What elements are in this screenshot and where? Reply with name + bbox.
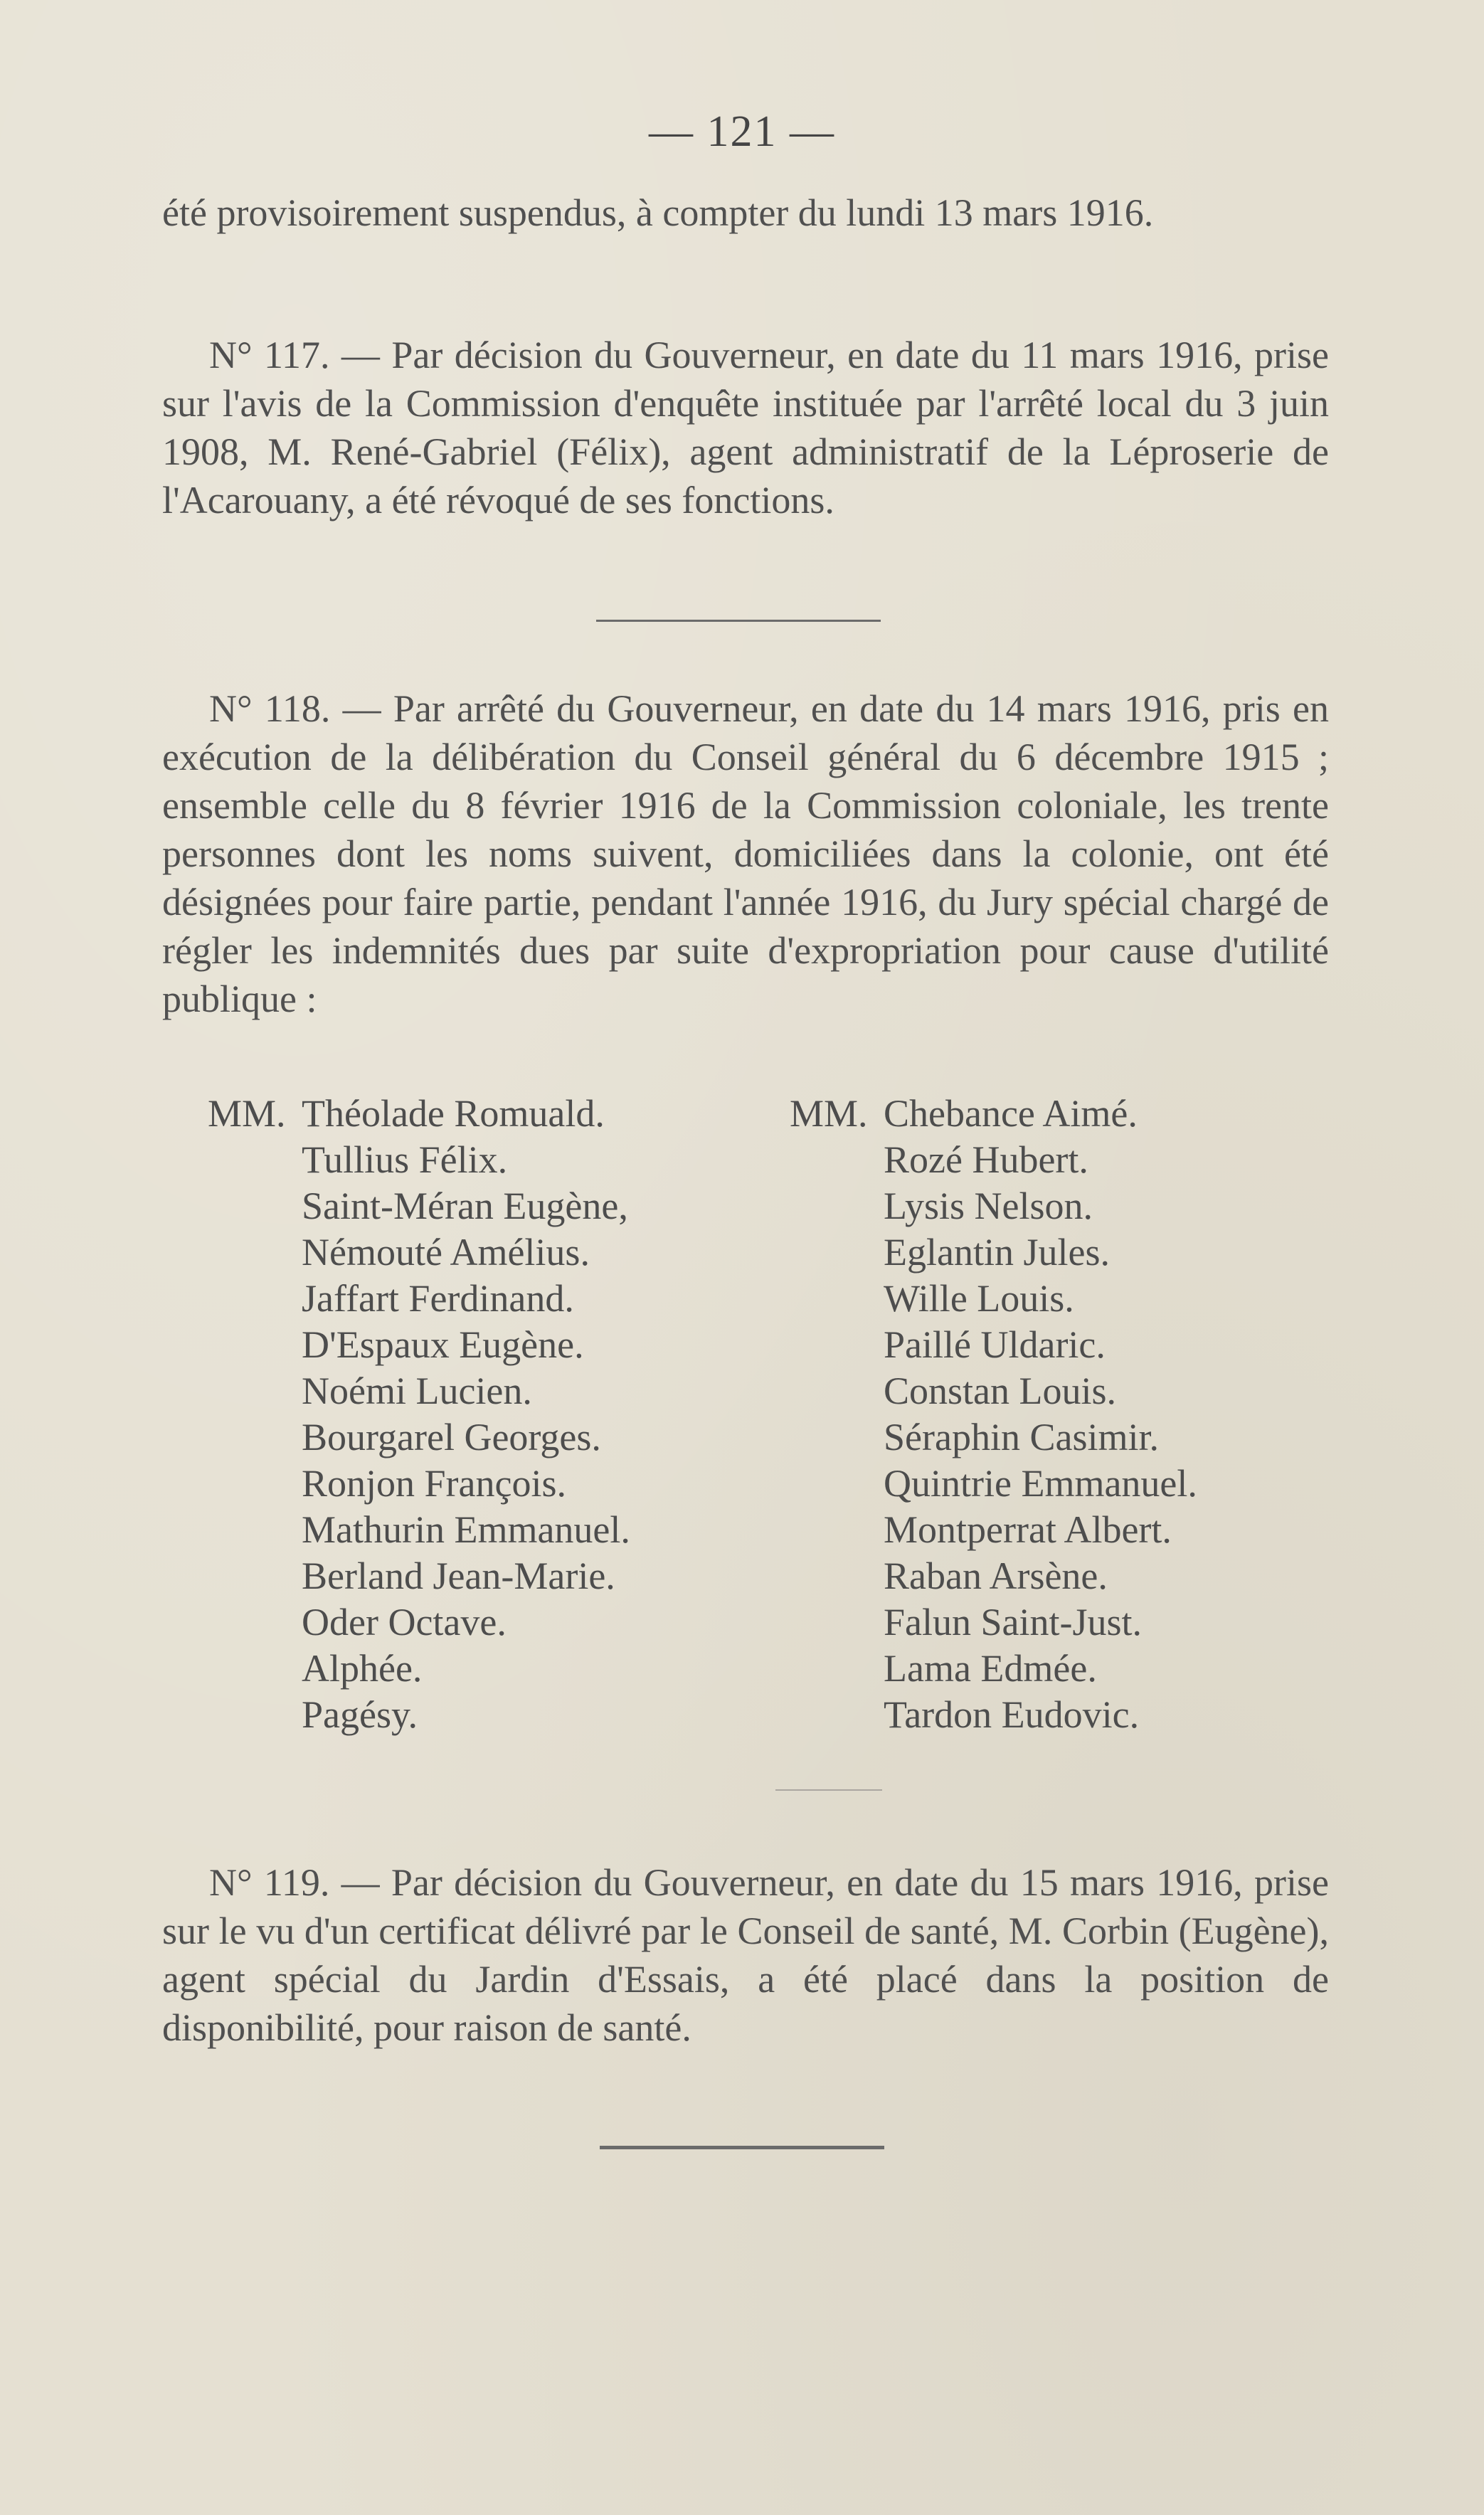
honorific-prefix xyxy=(790,1322,884,1368)
honorific-prefix xyxy=(790,1276,884,1322)
jury-member-left-5 xyxy=(208,1276,630,1322)
jury-member-name: Rozé Hubert. xyxy=(884,1138,1088,1181)
jury-member-right-13 xyxy=(790,1646,1197,1692)
honorific-prefix xyxy=(208,1553,302,1599)
jury-member-right-4 xyxy=(790,1229,1197,1276)
jury-member-left-7 xyxy=(208,1368,630,1414)
jury-member-name: Séraphin Casimir. xyxy=(884,1416,1159,1458)
jury-member-right-7 xyxy=(790,1368,1197,1414)
jury-member-right-11 xyxy=(790,1553,1197,1599)
jury-member-right-12 xyxy=(790,1599,1197,1646)
jury-member-name: D'Espaux Eugène. xyxy=(302,1323,584,1366)
jury-member-left-8 xyxy=(208,1414,630,1461)
jury-member-name: Lysis Nelson. xyxy=(884,1185,1093,1227)
paragraph-119: N° 119. — Par décision du Gouverneur, en date du 15 mars 1916, prise sur le vu d'un certificat délivré par le Conseil de santé, M. Corbin (Eugène), agent spécial du Jardin d'Essais, a été placé dans la position de disponibilité, pour raison de santé. xyxy=(162,1861,1329,2049)
honorific-prefix xyxy=(790,1461,884,1507)
jury-member-name: Tardon Eudovic. xyxy=(884,1693,1140,1736)
jury-member-name: Alphée. xyxy=(302,1647,423,1690)
jury-member-right-1 xyxy=(790,1091,1197,1137)
jury-member-name: Montperrat Albert. xyxy=(884,1508,1172,1551)
paragraph-118: N° 118. — Par arrêté du Gouverneur, en date du 14 mars 1916, pris en exécution de la délibération du Conseil général du 6 décembre 1915 ; ensemble celle du 8 février 1916 de la Commission coloniale, les trente personnes dont les noms suivent, domiciliées dans la colonie, ont été désignées pour faire partie, pendant l'année 1916, du Jury spécial chargé de régler les indemnités dues par suite d'expropriation pour cause d'utilité publique : xyxy=(162,687,1329,1020)
faint-divider xyxy=(775,1789,882,1791)
honorific-prefix xyxy=(208,1646,302,1692)
jury-member-name: Jaffart Ferdinand. xyxy=(302,1277,574,1320)
jury-member-name: Théolade Romuald. xyxy=(302,1092,605,1135)
jury-member-right-5 xyxy=(790,1276,1197,1322)
jury-member-name: Oder Octave. xyxy=(302,1601,507,1643)
jury-member-name: Wille Louis. xyxy=(884,1277,1074,1320)
jury-member-left-11 xyxy=(208,1553,630,1599)
jury-member-name: Tullius Félix. xyxy=(302,1138,508,1181)
paragraph-continuation: été provisoirement suspendus, à compter du lundi 13 mars 1916. xyxy=(162,191,1154,234)
section-divider-1 xyxy=(596,620,881,622)
section-divider-2 xyxy=(600,2146,884,2149)
honorific-prefix xyxy=(790,1414,884,1461)
jury-member-right-2 xyxy=(790,1137,1197,1183)
jury-member-name: Constan Louis. xyxy=(884,1370,1117,1412)
jury-member-name: Ronjon François. xyxy=(302,1462,566,1505)
honorific-prefix xyxy=(790,1183,884,1229)
jury-member-left-14 xyxy=(208,1692,630,1738)
jury-list-right xyxy=(790,1091,1197,1738)
jury-member-name: Mathurin Emmanuel. xyxy=(302,1508,630,1551)
honorific-prefix xyxy=(208,1368,302,1414)
honorific-prefix xyxy=(790,1692,884,1738)
jury-member-left-6 xyxy=(208,1322,630,1368)
jury-member-left-2 xyxy=(208,1137,630,1183)
honorific-prefix xyxy=(790,1368,884,1414)
jury-member-name: Chebance Aimé. xyxy=(884,1092,1138,1135)
honorific-prefix xyxy=(208,1414,302,1461)
jury-member-right-8 xyxy=(790,1414,1197,1461)
jury-member-name: Saint-Méran Eugène, xyxy=(302,1185,628,1227)
honorific-prefix xyxy=(208,1137,302,1183)
jury-member-left-4 xyxy=(208,1229,630,1276)
honorific-prefix xyxy=(208,1276,302,1322)
jury-member-left-12 xyxy=(208,1599,630,1646)
jury-member-left-1 xyxy=(208,1091,630,1137)
jury-member-name: Quintrie Emmanuel. xyxy=(884,1462,1197,1505)
honorific-prefix xyxy=(790,1507,884,1553)
jury-member-name: Berland Jean-Marie. xyxy=(302,1555,615,1597)
jury-member-name: Bourgarel Georges. xyxy=(302,1416,601,1458)
page-number: — 121 — xyxy=(649,107,835,156)
jury-member-name: Némouté Amélius. xyxy=(302,1231,590,1274)
honorific-prefix xyxy=(208,1322,302,1368)
honorific-prefix xyxy=(790,1646,884,1692)
paragraph-117: N° 117. — Par décision du Gouverneur, en date du 11 mars 1916, prise sur l'avis de la Commission d'enquête instituée par l'arrêté local du 3 juin 1908, M. René-Gabriel (Félix), agent administratif de la Léproserie de l'Acarouany, a été révoqué de ses fonctions. xyxy=(162,334,1329,521)
jury-member-left-3 xyxy=(208,1183,630,1229)
jury-member-right-14 xyxy=(790,1692,1197,1738)
honorific-prefix xyxy=(208,1507,302,1553)
honorific-prefix xyxy=(208,1692,302,1738)
jury-member-name: Pagésy. xyxy=(302,1693,418,1736)
honorific-prefix: MM. xyxy=(208,1092,286,1135)
honorific-prefix xyxy=(790,1599,884,1646)
honorific-prefix xyxy=(208,1183,302,1229)
jury-list-left xyxy=(208,1091,630,1738)
jury-member-left-10 xyxy=(208,1507,630,1553)
jury-member-right-3 xyxy=(790,1183,1197,1229)
jury-member-name: Paillé Uldaric. xyxy=(884,1323,1106,1366)
jury-member-left-9 xyxy=(208,1461,630,1507)
jury-member-name: Lama Edmée. xyxy=(884,1647,1097,1690)
honorific-prefix xyxy=(790,1229,884,1276)
jury-member-right-6 xyxy=(790,1322,1197,1368)
jury-member-right-9 xyxy=(790,1461,1197,1507)
honorific-prefix xyxy=(208,1229,302,1276)
jury-member-right-10 xyxy=(790,1507,1197,1553)
honorific-prefix xyxy=(790,1137,884,1183)
jury-member-name: Noémi Lucien. xyxy=(302,1370,532,1412)
honorific-prefix xyxy=(208,1461,302,1507)
jury-member-left-13 xyxy=(208,1646,630,1692)
jury-member-name: Raban Arsène. xyxy=(884,1555,1108,1597)
jury-member-name: Falun Saint-Just. xyxy=(884,1601,1143,1643)
honorific-prefix: MM. xyxy=(790,1092,868,1135)
honorific-prefix xyxy=(208,1599,302,1646)
honorific-prefix xyxy=(790,1553,884,1599)
jury-member-name: Eglantin Jules. xyxy=(884,1231,1110,1274)
